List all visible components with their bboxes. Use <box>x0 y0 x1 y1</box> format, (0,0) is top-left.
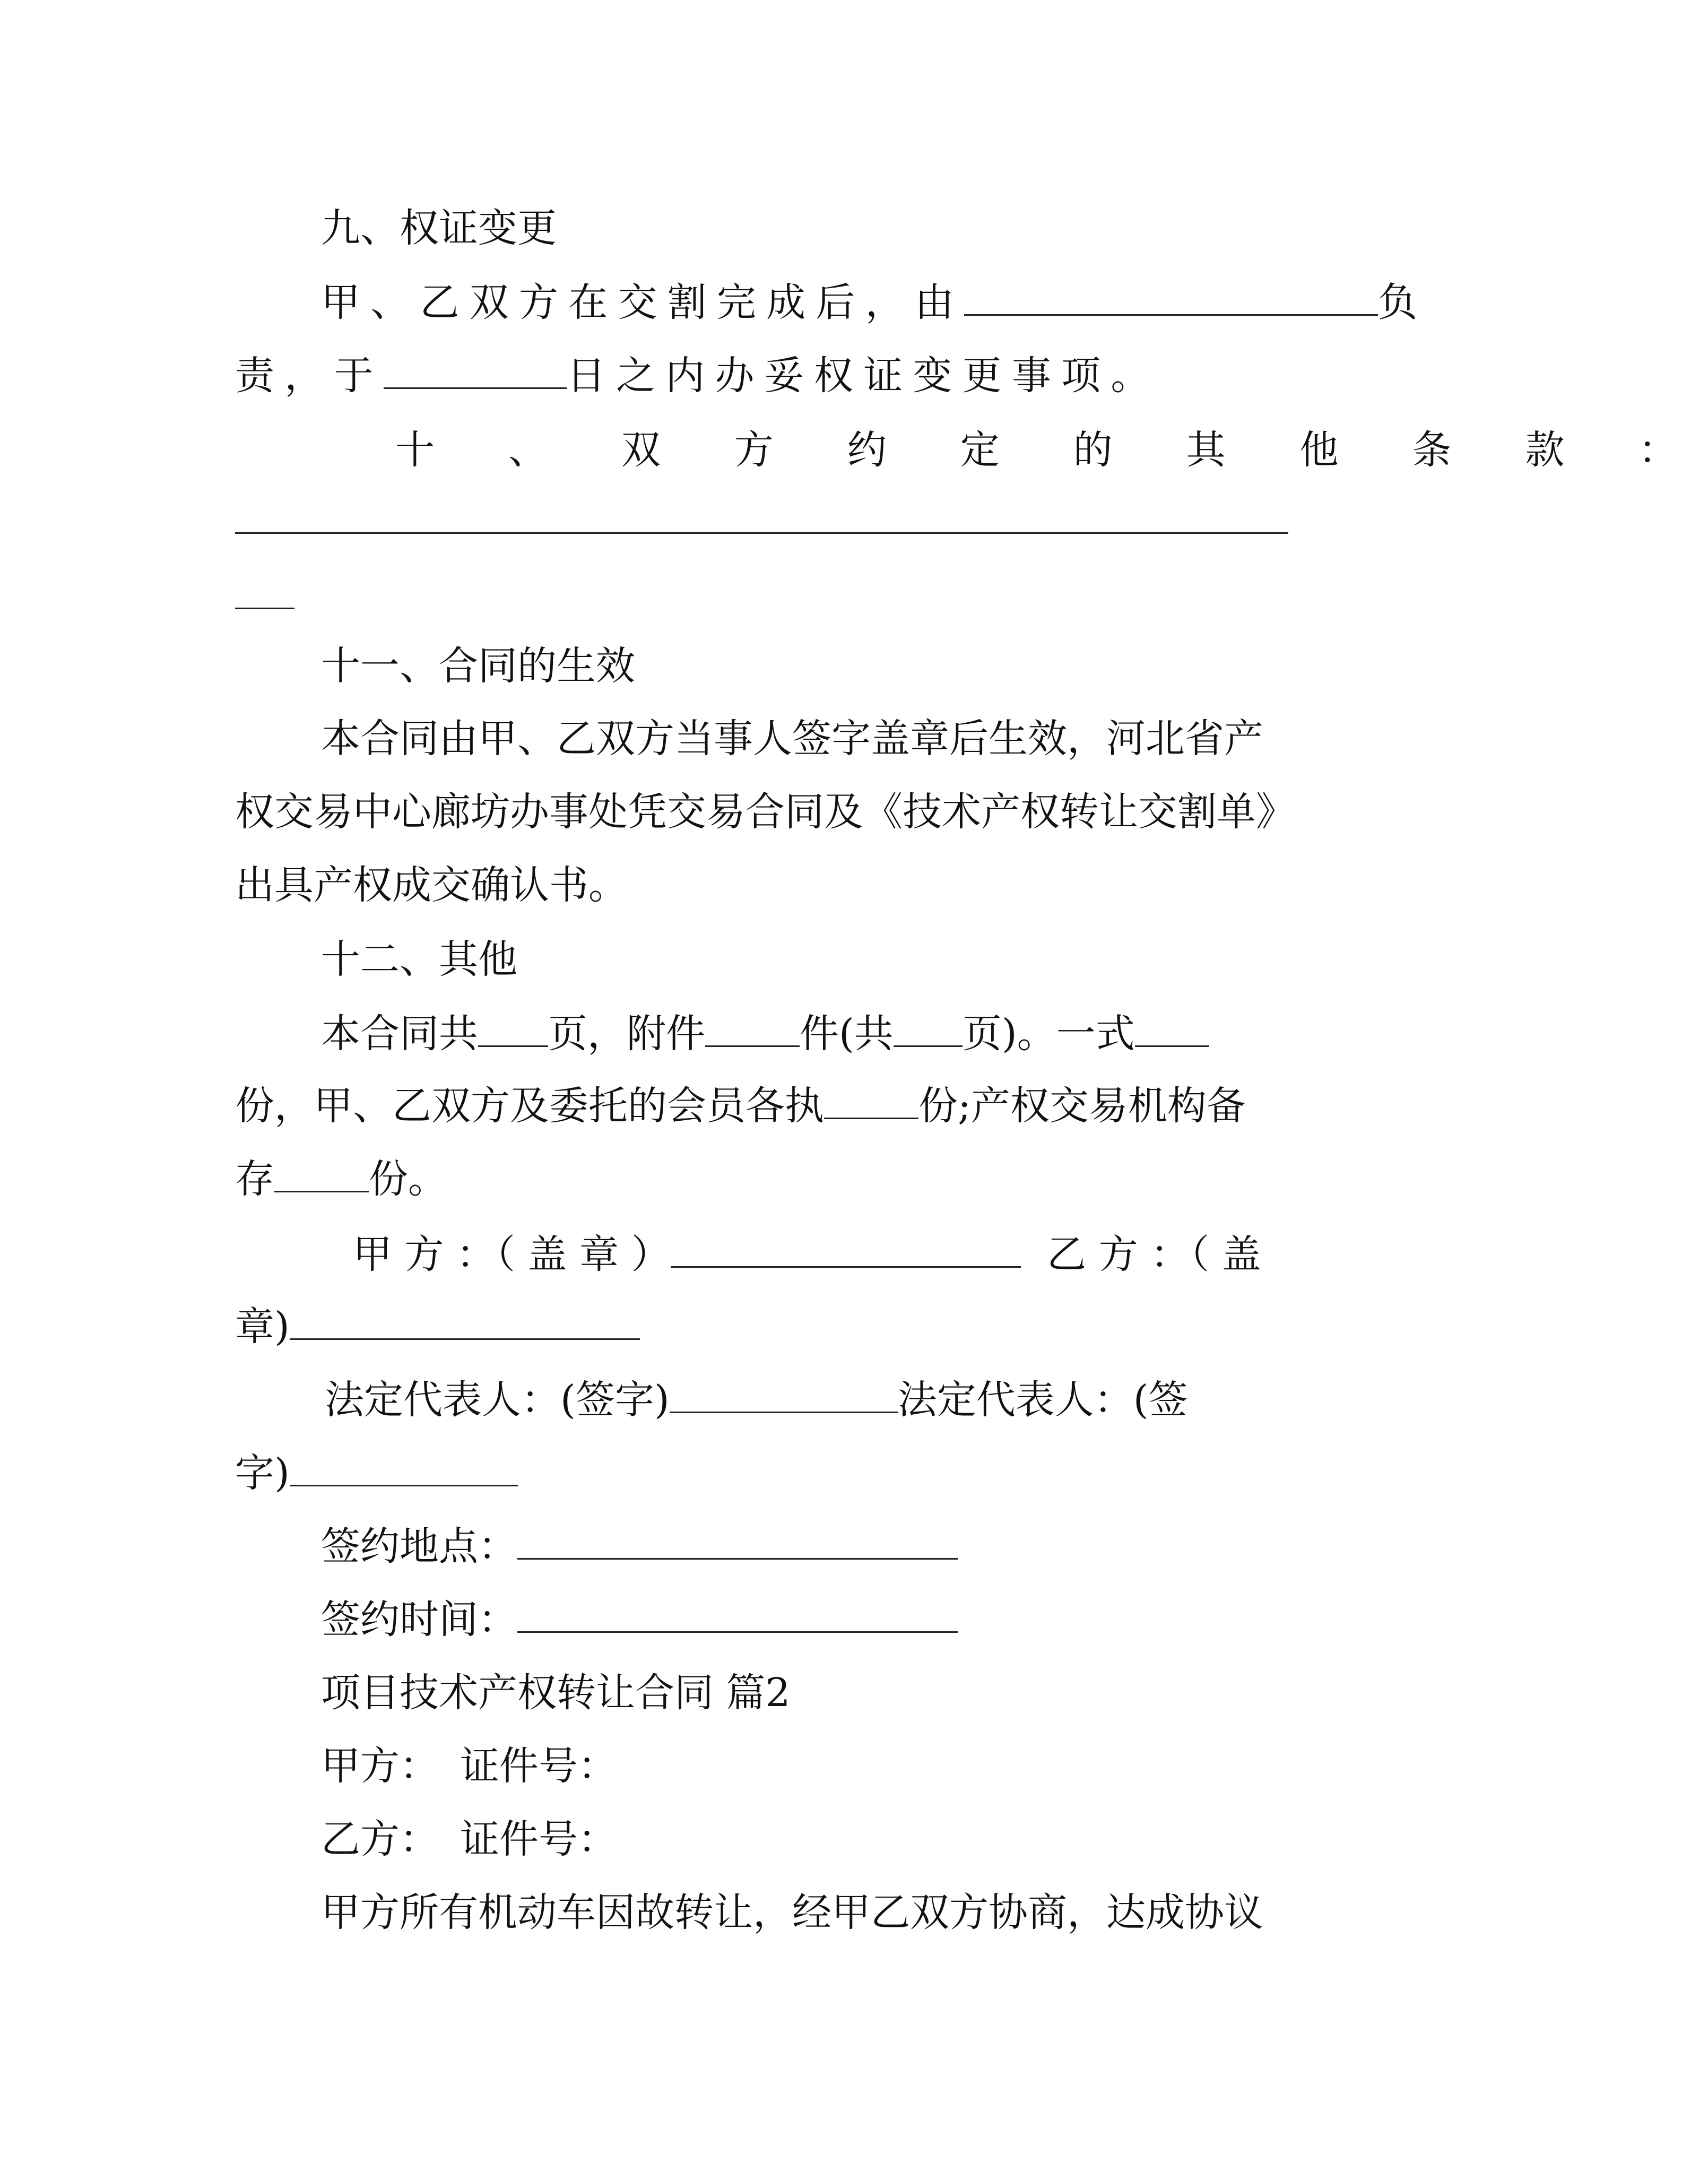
seal-line <box>353 1229 1261 1280</box>
section-12-text-1c: 件(共 <box>800 1011 894 1057</box>
signing-time-label: 签约时间： <box>321 1597 517 1642</box>
section-12-line2 <box>235 1080 1246 1131</box>
representative-line-cont <box>235 1448 518 1499</box>
signing-place-blank <box>517 1521 958 1560</box>
signing-place-label: 签约地点： <box>321 1524 517 1569</box>
party-b-line <box>321 1814 617 1865</box>
contract-2-title-text: 项目技术产权转让合同 篇2 <box>321 1670 791 1716</box>
page-count-blank <box>478 1008 548 1047</box>
section-9-text-start: 甲、乙双方在交割完成后，由 <box>321 280 965 325</box>
party-a-seal-blank <box>671 1229 1021 1268</box>
other-terms-blank-line <box>235 532 1288 534</box>
copies-archive-blank <box>274 1154 369 1192</box>
section-10-heading <box>395 425 1708 475</box>
section-10-heading-text: 十 、 双 方 约 定 的 其 他 条 款 ： <box>395 427 1708 473</box>
representative-line <box>325 1374 1188 1425</box>
section-9-text-end: 负 <box>1378 280 1428 325</box>
section-11-heading <box>321 641 635 691</box>
section-12-text-1d: 页)。一式 <box>962 1011 1135 1057</box>
section-11-line1 <box>321 713 1263 764</box>
party-a-seal-label: 甲 方 ：（ 盖 章 ） <box>353 1232 671 1277</box>
signing-place-line <box>321 1521 958 1572</box>
section-9-text-line2-start: 责，于 <box>235 353 384 399</box>
section-9-heading-text: 九、权证变更 <box>321 205 557 251</box>
responsible-party-blank <box>964 277 1378 316</box>
party-b-id-label: 证件号： <box>460 1816 617 1862</box>
party-b-rep-blank <box>290 1448 518 1486</box>
section-12-heading-text: 十二、其他 <box>321 937 517 982</box>
section-12-text-1a: 本合同共 <box>321 1011 478 1057</box>
intro-text: 甲方所有机动车因故转让，经甲乙双方协商，达成协议 <box>321 1890 1263 1935</box>
party-a-rep-label: 法定代表人：(签字) <box>325 1377 670 1423</box>
section-12-text-2a: 份，甲、乙双方及委托的会员各执 <box>235 1083 824 1129</box>
signing-time-line <box>321 1594 958 1645</box>
other-terms-blank-line-end <box>235 608 294 609</box>
party-a-id-label: 证件号： <box>460 1743 617 1789</box>
party-a-line <box>321 1741 617 1792</box>
section-11-text-1: 本合同由甲、乙双方当事人签字盖章后生效，河北省产 <box>321 716 1263 762</box>
section-11-line3 <box>235 860 628 911</box>
section-12-line1 <box>321 1008 1209 1059</box>
section-11-text-3: 出具产权成交确认书。 <box>235 862 628 908</box>
section-12-text-3a: 存 <box>235 1156 274 1202</box>
copies-each-blank <box>824 1080 918 1119</box>
contract-2-title <box>321 1667 791 1718</box>
party-b-seal-label: 乙 方 ：（ 盖 <box>1047 1232 1261 1277</box>
party-b-seal-label-end: 章) <box>235 1304 290 1349</box>
seal-line-cont <box>235 1301 640 1352</box>
section-12-text-1b: 页，附件 <box>548 1011 705 1057</box>
party-a-rep-blank <box>670 1374 898 1413</box>
party-b-rep-label-end: 字) <box>235 1450 290 1496</box>
section-11-heading-text: 十一、合同的生效 <box>321 643 635 689</box>
copies-blank <box>1135 1008 1209 1047</box>
section-11-text-2: 权交易中心廊坊办事处凭交易合同及《技术产权转让交割单》 <box>235 789 1295 835</box>
days-blank <box>384 350 567 389</box>
party-b-label: 乙方： <box>321 1816 439 1862</box>
attachment-count-blank <box>705 1008 800 1047</box>
section-12-text-2b: 份;产权交易机构备 <box>918 1083 1246 1129</box>
section-9-text-line2-end: 日之内办妥权证变更事项。 <box>566 353 1160 399</box>
attachment-pages-blank <box>894 1008 963 1047</box>
section-9-heading <box>321 203 557 254</box>
section-9-paragraph-line1 <box>321 277 1427 328</box>
party-b-seal-blank <box>290 1301 640 1340</box>
party-a-label: 甲方： <box>321 1743 439 1789</box>
section-11-line2 <box>235 786 1295 837</box>
signing-time-blank <box>517 1594 958 1633</box>
section-9-paragraph-line2 <box>235 350 1160 401</box>
section-12-heading <box>321 934 517 985</box>
intro-line <box>321 1887 1263 1938</box>
party-b-rep-label: 法定代表人：(签 <box>897 1377 1188 1423</box>
section-12-text-3b: 份。 <box>369 1156 447 1202</box>
section-12-line3 <box>235 1154 447 1205</box>
